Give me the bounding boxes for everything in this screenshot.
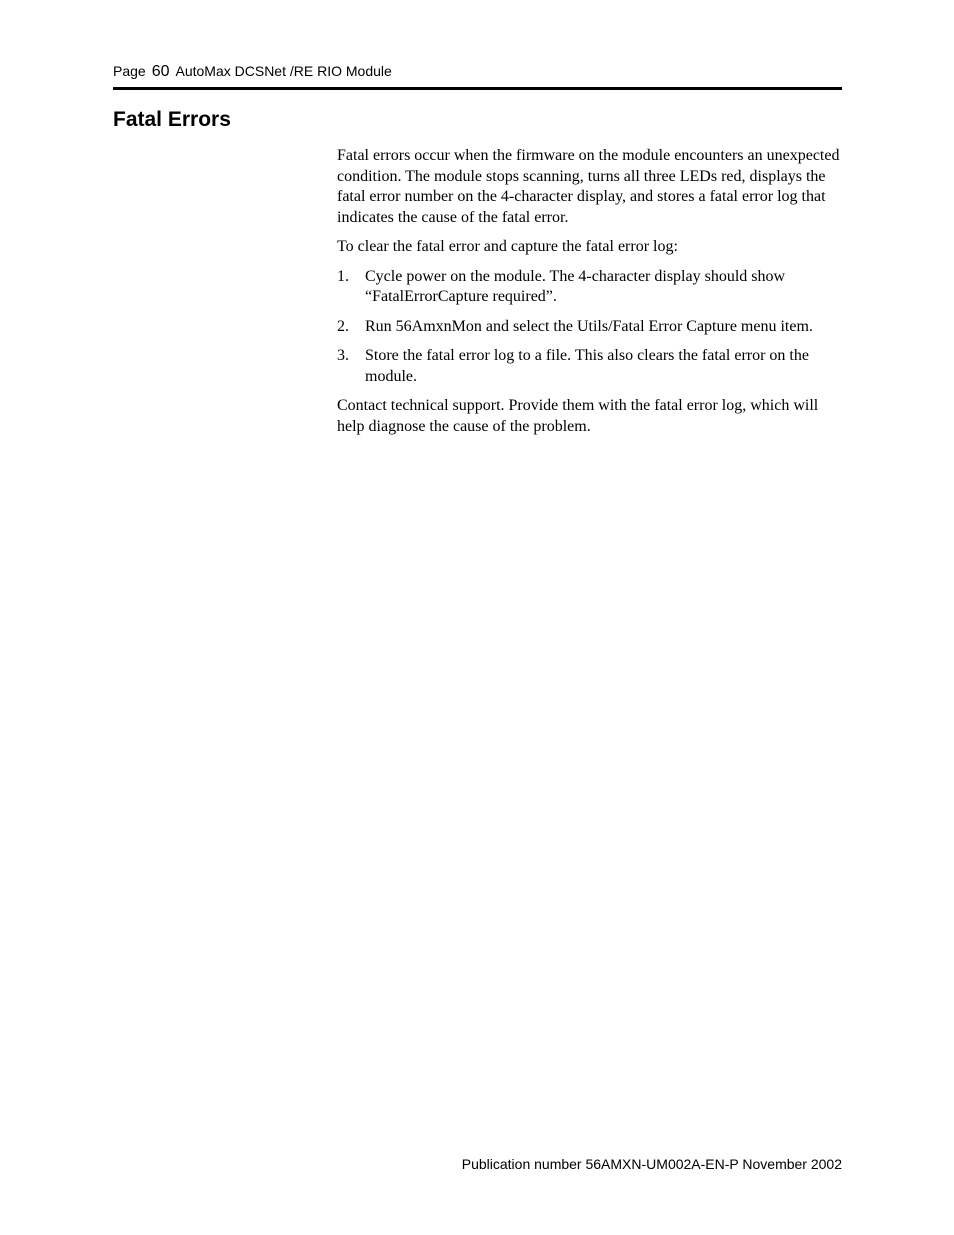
lead-in-paragraph: To clear the fatal error and capture the fatal error log:: [337, 238, 678, 255]
list-item: [337, 267, 849, 308]
page-number: 60: [151, 63, 170, 80]
page-header: [113, 61, 842, 82]
header-divider: [113, 87, 842, 90]
page-footer: Publication number 56AMXN-UM002A-EN-P November 2002: [461, 1156, 842, 1172]
list-item: [337, 346, 849, 387]
intro-paragraph: Fatal errors occur when the firmware on the module encounters an unexpected condition. The module stops scanning, turns all three LEDs red, displays the fatal error number on the 4-character display, and stores a fatal error log that indicates the cause of the fatal error.: [337, 147, 840, 226]
page-label: Page: [113, 63, 146, 79]
step-text: Store the fatal error log to a file. This also clears the fatal error on the module.: [365, 347, 809, 385]
steps-list: [337, 267, 849, 388]
step-text: Run 56AmxnMon and select the Utils/Fatal Error Capture menu item.: [365, 317, 813, 335]
body-text: [337, 146, 849, 446]
step-number: 1.: [337, 267, 349, 285]
document-title: AutoMax DCSNet /RE RIO Module: [175, 63, 392, 79]
list-item: [337, 317, 849, 338]
closing-paragraph: Contact technical support. Provide them with the fatal error log, which will help diagnose the cause of the problem.: [337, 397, 819, 435]
section-heading: Fatal Errors: [113, 108, 231, 131]
step-text: Cycle power on the module. The 4-character display should show “FatalErrorCapture required”.: [365, 267, 786, 305]
step-number: 3.: [337, 347, 349, 364]
step-number: 2.: [337, 317, 349, 335]
